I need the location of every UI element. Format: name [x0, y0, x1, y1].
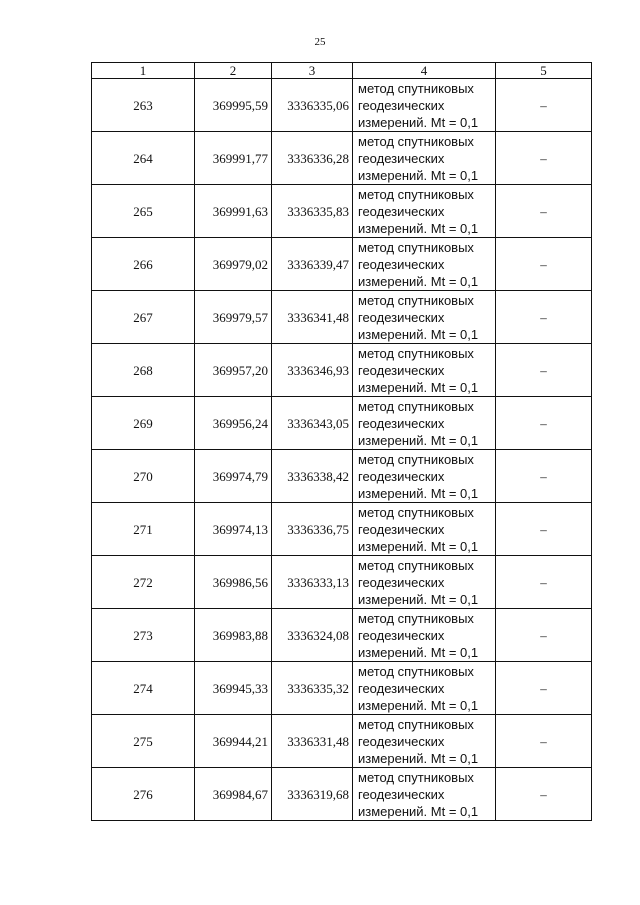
note-cell: – [496, 185, 592, 238]
point-number-cell: 266 [92, 238, 195, 291]
y-coordinate-cell: 3336324,08 [272, 609, 353, 662]
y-coordinate-cell: 3336339,47 [272, 238, 353, 291]
x-coordinate-cell: 369974,79 [195, 450, 272, 503]
method-text-line-1: метод спутниковых [358, 451, 474, 467]
note-cell: – [496, 132, 592, 185]
x-coordinate-cell: 369995,59 [195, 79, 272, 132]
method-text-line-3: измерений. Mt = 0,1 [358, 485, 479, 501]
x-coordinate-cell: 369944,21 [195, 715, 272, 768]
note-cell: – [496, 397, 592, 450]
header-col-3: 3 [272, 63, 353, 79]
method-text-line-2: геодезических [358, 203, 445, 219]
header-row [92, 63, 592, 79]
note-cell: – [496, 291, 592, 344]
x-coordinate-cell: 369956,24 [195, 397, 272, 450]
method-text-line-3: измерений. Mt = 0,1 [358, 750, 479, 766]
table-body [92, 79, 592, 821]
point-number-cell: 271 [92, 503, 195, 556]
x-coordinate-cell: 369986,56 [195, 556, 272, 609]
table-row [92, 662, 592, 715]
point-number-cell: 267 [92, 291, 195, 344]
header-col-4: 4 [353, 63, 496, 79]
method-text-line-1: метод спутниковых [358, 80, 474, 96]
method-text-line-2: геодезических [358, 574, 445, 590]
point-number-cell: 268 [92, 344, 195, 397]
method-text-line-1: метод спутниковых [358, 769, 474, 785]
x-coordinate-cell: 369945,33 [195, 662, 272, 715]
point-number-cell: 274 [92, 662, 195, 715]
point-number-cell: 275 [92, 715, 195, 768]
point-number-cell: 273 [92, 609, 195, 662]
y-coordinate-cell: 3336335,83 [272, 185, 353, 238]
method-text-line-1: метод спутниковых [358, 133, 474, 149]
x-coordinate-cell: 369983,88 [195, 609, 272, 662]
coordinates-table [91, 62, 592, 821]
note-cell: – [496, 768, 592, 821]
method-cell [353, 238, 496, 291]
y-coordinate-cell: 3336333,13 [272, 556, 353, 609]
method-text-line-3: измерений. Mt = 0,1 [358, 220, 479, 236]
method-text-line-3: измерений. Mt = 0,1 [358, 538, 479, 554]
x-coordinate-cell: 369957,20 [195, 344, 272, 397]
method-text-line-2: геодезических [358, 309, 445, 325]
method-text-line-3: измерений. Mt = 0,1 [358, 591, 479, 607]
method-text-line-3: измерений. Mt = 0,1 [358, 379, 479, 395]
table-row [92, 715, 592, 768]
method-cell [353, 132, 496, 185]
method-text-line-2: геодезических [358, 362, 445, 378]
point-number-cell: 269 [92, 397, 195, 450]
y-coordinate-cell: 3336346,93 [272, 344, 353, 397]
point-number-cell: 270 [92, 450, 195, 503]
table-row [92, 397, 592, 450]
method-text-line-1: метод спутниковых [358, 504, 474, 520]
point-number-cell: 264 [92, 132, 195, 185]
x-coordinate-cell: 369984,67 [195, 768, 272, 821]
method-text-line-3: измерений. Mt = 0,1 [358, 167, 479, 183]
y-coordinate-cell: 3336335,32 [272, 662, 353, 715]
point-number-cell: 265 [92, 185, 195, 238]
method-text-line-3: измерений. Mt = 0,1 [358, 114, 479, 130]
method-text-line-3: измерений. Mt = 0,1 [358, 326, 479, 342]
table-row [92, 503, 592, 556]
table-row [92, 79, 592, 132]
method-text-line-1: метод спутниковых [358, 345, 474, 361]
method-cell [353, 715, 496, 768]
point-number-cell: 272 [92, 556, 195, 609]
y-coordinate-cell: 3336336,75 [272, 503, 353, 556]
y-coordinate-cell: 3336331,48 [272, 715, 353, 768]
method-text-line-1: метод спутниковых [358, 292, 474, 308]
y-coordinate-cell: 3336336,28 [272, 132, 353, 185]
note-cell: – [496, 662, 592, 715]
method-cell [353, 609, 496, 662]
method-text-line-1: метод спутниковых [358, 663, 474, 679]
note-cell: – [496, 609, 592, 662]
method-cell [353, 291, 496, 344]
x-coordinate-cell: 369991,63 [195, 185, 272, 238]
method-text-line-2: геодезических [358, 786, 445, 802]
point-number-cell: 276 [92, 768, 195, 821]
method-cell [353, 662, 496, 715]
method-text-line-3: измерений. Mt = 0,1 [358, 432, 479, 448]
y-coordinate-cell: 3336341,48 [272, 291, 353, 344]
x-coordinate-cell: 369979,02 [195, 238, 272, 291]
method-text-line-2: геодезических [358, 150, 445, 166]
method-cell [353, 397, 496, 450]
method-text-line-2: геодезических [358, 521, 445, 537]
y-coordinate-cell: 3336338,42 [272, 450, 353, 503]
method-text-line-2: геодезических [358, 415, 445, 431]
method-text-line-1: метод спутниковых [358, 186, 474, 202]
method-cell [353, 768, 496, 821]
method-text-line-2: геодезических [358, 97, 445, 113]
table-row [92, 556, 592, 609]
table-header [92, 63, 592, 79]
note-cell: – [496, 556, 592, 609]
table-row [92, 185, 592, 238]
method-text-line-3: измерений. Mt = 0,1 [358, 273, 479, 289]
note-cell: – [496, 79, 592, 132]
method-cell [353, 185, 496, 238]
method-text-line-1: метод спутниковых [358, 610, 474, 626]
header-col-5: 5 [496, 63, 592, 79]
method-text-line-2: геодезических [358, 733, 445, 749]
note-cell: – [496, 503, 592, 556]
method-text-line-3: измерений. Mt = 0,1 [358, 697, 479, 713]
method-text-line-1: метод спутниковых [358, 716, 474, 732]
method-text-line-2: геодезических [358, 627, 445, 643]
method-text-line-2: геодезических [358, 468, 445, 484]
table-row [92, 132, 592, 185]
header-col-1: 1 [92, 63, 195, 79]
x-coordinate-cell: 369974,13 [195, 503, 272, 556]
method-text-line-1: метод спутниковых [358, 398, 474, 414]
method-text-line-2: геодезических [358, 256, 445, 272]
table-row [92, 291, 592, 344]
method-cell [353, 556, 496, 609]
note-cell: – [496, 344, 592, 397]
y-coordinate-cell: 3336335,06 [272, 79, 353, 132]
table-row [92, 238, 592, 291]
method-cell [353, 450, 496, 503]
method-text-line-2: геодезических [358, 680, 445, 696]
table-row [92, 450, 592, 503]
y-coordinate-cell: 3336319,68 [272, 768, 353, 821]
note-cell: – [496, 238, 592, 291]
method-text-line-3: измерений. Mt = 0,1 [358, 644, 479, 660]
point-number-cell: 263 [92, 79, 195, 132]
table-row [92, 609, 592, 662]
method-text-line-1: метод спутниковых [358, 239, 474, 255]
page-number: 25 [314, 36, 326, 48]
method-text-line-3: измерений. Mt = 0,1 [358, 803, 479, 819]
method-cell [353, 79, 496, 132]
table-row [92, 768, 592, 821]
method-text-line-1: метод спутниковых [358, 557, 474, 573]
table-row [92, 344, 592, 397]
method-cell [353, 344, 496, 397]
method-cell [353, 503, 496, 556]
x-coordinate-cell: 369991,77 [195, 132, 272, 185]
note-cell: – [496, 715, 592, 768]
note-cell: – [496, 450, 592, 503]
y-coordinate-cell: 3336343,05 [272, 397, 353, 450]
x-coordinate-cell: 369979,57 [195, 291, 272, 344]
header-col-2: 2 [195, 63, 272, 79]
